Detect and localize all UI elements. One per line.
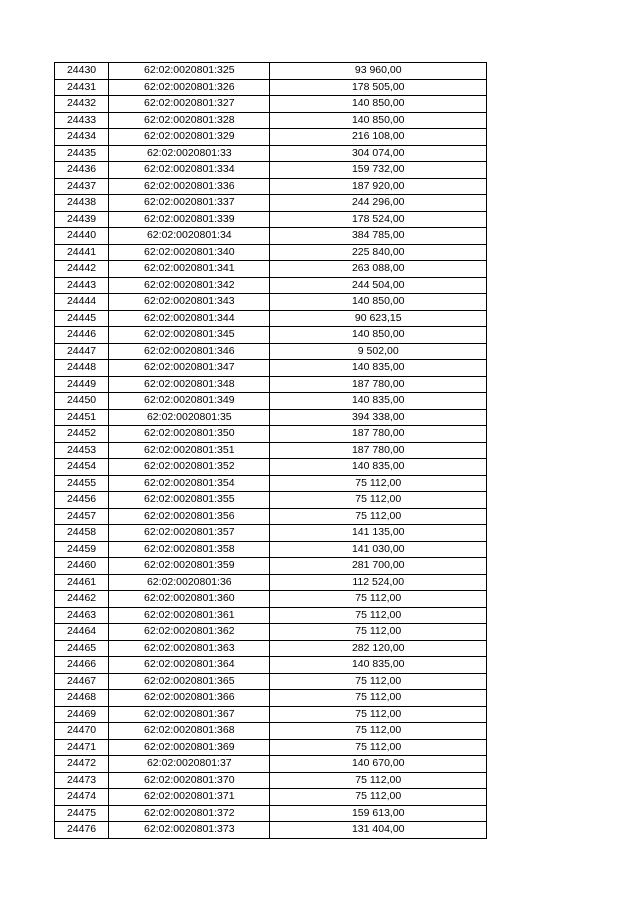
- row-number-cell: 24445: [55, 310, 109, 327]
- cadastral-number-cell: 62:02:0020801:329: [109, 129, 270, 146]
- cadastral-value-cell: 281 700,00: [270, 558, 487, 575]
- table-row: [55, 195, 487, 212]
- row-number-cell: 24474: [55, 789, 109, 806]
- cadastral-number-cell: 62:02:0020801:371: [109, 789, 270, 806]
- cadastral-number-cell: 62:02:0020801:343: [109, 294, 270, 311]
- row-number-cell: 24468: [55, 690, 109, 707]
- table-row: [55, 640, 487, 657]
- cadastral-value-cell: 75 112,00: [270, 475, 487, 492]
- row-number-cell: 24476: [55, 822, 109, 839]
- cadastral-value-cell: 140 850,00: [270, 112, 487, 129]
- row-number-cell: 24435: [55, 145, 109, 162]
- table-row: [55, 261, 487, 278]
- row-number-cell: 24460: [55, 558, 109, 575]
- cadastral-value-cell: 75 112,00: [270, 706, 487, 723]
- table-row: [55, 442, 487, 459]
- cadastral-value-cell: 75 112,00: [270, 772, 487, 789]
- row-number-cell: 24475: [55, 805, 109, 822]
- table-row: [55, 591, 487, 608]
- row-number-cell: 24469: [55, 706, 109, 723]
- table-row: [55, 789, 487, 806]
- cadastral-number-cell: 62:02:0020801:361: [109, 607, 270, 624]
- row-number-cell: 24459: [55, 541, 109, 558]
- row-number-cell: 24452: [55, 426, 109, 443]
- cadastral-value-cell: 159 613,00: [270, 805, 487, 822]
- row-number-cell: 24444: [55, 294, 109, 311]
- table-row: [55, 822, 487, 839]
- cadastral-value-cell: 141 030,00: [270, 541, 487, 558]
- table-row: [55, 63, 487, 80]
- cadastral-value-table: [54, 62, 487, 839]
- row-number-cell: 24439: [55, 211, 109, 228]
- row-number-cell: 24457: [55, 508, 109, 525]
- cadastral-value-cell: 75 112,00: [270, 723, 487, 740]
- table-row: [55, 673, 487, 690]
- cadastral-number-cell: 62:02:0020801:367: [109, 706, 270, 723]
- cadastral-number-cell: 62:02:0020801:33: [109, 145, 270, 162]
- table-row: [55, 343, 487, 360]
- table-row: [55, 376, 487, 393]
- cadastral-value-cell: 112 524,00: [270, 574, 487, 591]
- row-number-cell: 24461: [55, 574, 109, 591]
- cadastral-number-cell: 62:02:0020801:354: [109, 475, 270, 492]
- cadastral-number-cell: 62:02:0020801:336: [109, 178, 270, 195]
- cadastral-number-cell: 62:02:0020801:37: [109, 756, 270, 773]
- row-number-cell: 24455: [55, 475, 109, 492]
- cadastral-number-cell: 62:02:0020801:340: [109, 244, 270, 261]
- cadastral-number-cell: 62:02:0020801:325: [109, 63, 270, 80]
- table-row: [55, 310, 487, 327]
- table-row: [55, 409, 487, 426]
- table-row: [55, 426, 487, 443]
- cadastral-value-cell: 187 780,00: [270, 426, 487, 443]
- table-row: [55, 360, 487, 377]
- cadastral-value-cell: 75 112,00: [270, 789, 487, 806]
- cadastral-value-cell: 140 850,00: [270, 327, 487, 344]
- table-row: [55, 145, 487, 162]
- cadastral-number-cell: 62:02:0020801:346: [109, 343, 270, 360]
- table-row: [55, 475, 487, 492]
- cadastral-number-cell: 62:02:0020801:356: [109, 508, 270, 525]
- row-number-cell: 24448: [55, 360, 109, 377]
- cadastral-value-cell: 140 835,00: [270, 657, 487, 674]
- table-row: [55, 690, 487, 707]
- row-number-cell: 24450: [55, 393, 109, 410]
- cadastral-value-cell: 9 502,00: [270, 343, 487, 360]
- cadastral-number-cell: 62:02:0020801:370: [109, 772, 270, 789]
- row-number-cell: 24432: [55, 96, 109, 113]
- cadastral-value-cell: 304 074,00: [270, 145, 487, 162]
- table-row: [55, 79, 487, 96]
- row-number-cell: 24456: [55, 492, 109, 509]
- cadastral-value-cell: 140 835,00: [270, 459, 487, 476]
- cadastral-number-cell: 62:02:0020801:360: [109, 591, 270, 608]
- cadastral-value-cell: 140 835,00: [270, 360, 487, 377]
- cadastral-value-cell: 75 112,00: [270, 508, 487, 525]
- cadastral-number-cell: 62:02:0020801:362: [109, 624, 270, 641]
- table-row: [55, 162, 487, 179]
- cadastral-value-cell: 384 785,00: [270, 228, 487, 245]
- cadastral-number-cell: 62:02:0020801:344: [109, 310, 270, 327]
- cadastral-value-cell: 187 920,00: [270, 178, 487, 195]
- cadastral-number-cell: 62:02:0020801:345: [109, 327, 270, 344]
- table-row: [55, 541, 487, 558]
- cadastral-number-cell: 62:02:0020801:341: [109, 261, 270, 278]
- table-row: [55, 244, 487, 261]
- row-number-cell: 24470: [55, 723, 109, 740]
- table-body: [55, 63, 487, 839]
- cadastral-value-cell: 244 296,00: [270, 195, 487, 212]
- cadastral-number-cell: 62:02:0020801:35: [109, 409, 270, 426]
- cadastral-value-cell: 140 850,00: [270, 96, 487, 113]
- row-number-cell: 24467: [55, 673, 109, 690]
- row-number-cell: 24463: [55, 607, 109, 624]
- row-number-cell: 24466: [55, 657, 109, 674]
- cadastral-number-cell: 62:02:0020801:327: [109, 96, 270, 113]
- row-number-cell: 24472: [55, 756, 109, 773]
- cadastral-number-cell: 62:02:0020801:347: [109, 360, 270, 377]
- cadastral-number-cell: 62:02:0020801:328: [109, 112, 270, 129]
- table-row: [55, 393, 487, 410]
- row-number-cell: 24430: [55, 63, 109, 80]
- row-number-cell: 24436: [55, 162, 109, 179]
- cadastral-number-cell: 62:02:0020801:36: [109, 574, 270, 591]
- table-row: [55, 772, 487, 789]
- table-row: [55, 211, 487, 228]
- row-number-cell: 24443: [55, 277, 109, 294]
- cadastral-number-cell: 62:02:0020801:342: [109, 277, 270, 294]
- cadastral-number-cell: 62:02:0020801:368: [109, 723, 270, 740]
- cadastral-number-cell: 62:02:0020801:364: [109, 657, 270, 674]
- cadastral-value-cell: 140 670,00: [270, 756, 487, 773]
- table-row: [55, 574, 487, 591]
- row-number-cell: 24431: [55, 79, 109, 96]
- row-number-cell: 24465: [55, 640, 109, 657]
- cadastral-number-cell: 62:02:0020801:373: [109, 822, 270, 839]
- table-row: [55, 723, 487, 740]
- cadastral-number-cell: 62:02:0020801:350: [109, 426, 270, 443]
- cadastral-number-cell: 62:02:0020801:348: [109, 376, 270, 393]
- cadastral-value-cell: 75 112,00: [270, 690, 487, 707]
- cadastral-number-cell: 62:02:0020801:34: [109, 228, 270, 245]
- cadastral-number-cell: 62:02:0020801:326: [109, 79, 270, 96]
- table-row: [55, 805, 487, 822]
- table-row: [55, 327, 487, 344]
- cadastral-number-cell: 62:02:0020801:357: [109, 525, 270, 542]
- cadastral-value-cell: 225 840,00: [270, 244, 487, 261]
- table-row: [55, 129, 487, 146]
- table-row: [55, 756, 487, 773]
- cadastral-value-cell: 75 112,00: [270, 739, 487, 756]
- row-number-cell: 24442: [55, 261, 109, 278]
- row-number-cell: 24473: [55, 772, 109, 789]
- table-row: [55, 706, 487, 723]
- cadastral-value-cell: 159 732,00: [270, 162, 487, 179]
- row-number-cell: 24447: [55, 343, 109, 360]
- table-row: [55, 525, 487, 542]
- table-row: [55, 558, 487, 575]
- cadastral-number-cell: 62:02:0020801:369: [109, 739, 270, 756]
- cadastral-number-cell: 62:02:0020801:359: [109, 558, 270, 575]
- cadastral-value-cell: 140 850,00: [270, 294, 487, 311]
- cadastral-number-cell: 62:02:0020801:337: [109, 195, 270, 212]
- row-number-cell: 24441: [55, 244, 109, 261]
- table-row: [55, 607, 487, 624]
- cadastral-value-cell: 187 780,00: [270, 442, 487, 459]
- cadastral-value-cell: 93 960,00: [270, 63, 487, 80]
- cadastral-value-cell: 178 505,00: [270, 79, 487, 96]
- table-row: [55, 178, 487, 195]
- cadastral-value-cell: 75 112,00: [270, 673, 487, 690]
- cadastral-number-cell: 62:02:0020801:352: [109, 459, 270, 476]
- cadastral-value-cell: 131 404,00: [270, 822, 487, 839]
- cadastral-number-cell: 62:02:0020801:372: [109, 805, 270, 822]
- table-row: [55, 508, 487, 525]
- cadastral-number-cell: 62:02:0020801:366: [109, 690, 270, 707]
- row-number-cell: 24453: [55, 442, 109, 459]
- row-number-cell: 24462: [55, 591, 109, 608]
- cadastral-value-cell: 141 135,00: [270, 525, 487, 542]
- cadastral-value-cell: 75 112,00: [270, 607, 487, 624]
- table-row: [55, 624, 487, 641]
- cadastral-value-cell: 394 338,00: [270, 409, 487, 426]
- cadastral-number-cell: 62:02:0020801:334: [109, 162, 270, 179]
- table-row: [55, 294, 487, 311]
- cadastral-number-cell: 62:02:0020801:339: [109, 211, 270, 228]
- table-row: [55, 657, 487, 674]
- table-row: [55, 96, 487, 113]
- cadastral-number-cell: 62:02:0020801:351: [109, 442, 270, 459]
- cadastral-value-cell: 282 120,00: [270, 640, 487, 657]
- table-row: [55, 739, 487, 756]
- cadastral-value-cell: 75 112,00: [270, 591, 487, 608]
- row-number-cell: 24464: [55, 624, 109, 641]
- cadastral-number-cell: 62:02:0020801:365: [109, 673, 270, 690]
- cadastral-value-cell: 75 112,00: [270, 624, 487, 641]
- row-number-cell: 24446: [55, 327, 109, 344]
- cadastral-value-cell: 178 524,00: [270, 211, 487, 228]
- cadastral-value-cell: 263 088,00: [270, 261, 487, 278]
- row-number-cell: 24451: [55, 409, 109, 426]
- table-row: [55, 459, 487, 476]
- table-row: [55, 277, 487, 294]
- cadastral-value-cell: 90 623,15: [270, 310, 487, 327]
- table-row: [55, 228, 487, 245]
- row-number-cell: 24434: [55, 129, 109, 146]
- row-number-cell: 24438: [55, 195, 109, 212]
- row-number-cell: 24433: [55, 112, 109, 129]
- row-number-cell: 24458: [55, 525, 109, 542]
- row-number-cell: 24471: [55, 739, 109, 756]
- row-number-cell: 24440: [55, 228, 109, 245]
- cadastral-value-cell: 187 780,00: [270, 376, 487, 393]
- cadastral-number-cell: 62:02:0020801:349: [109, 393, 270, 410]
- cadastral-value-cell: 244 504,00: [270, 277, 487, 294]
- row-number-cell: 24449: [55, 376, 109, 393]
- table-row: [55, 492, 487, 509]
- cadastral-number-cell: 62:02:0020801:355: [109, 492, 270, 509]
- row-number-cell: 24437: [55, 178, 109, 195]
- cadastral-value-cell: 75 112,00: [270, 492, 487, 509]
- cadastral-value-cell: 216 108,00: [270, 129, 487, 146]
- table-row: [55, 112, 487, 129]
- cadastral-number-cell: 62:02:0020801:358: [109, 541, 270, 558]
- cadastral-number-cell: 62:02:0020801:363: [109, 640, 270, 657]
- row-number-cell: 24454: [55, 459, 109, 476]
- cadastral-value-cell: 140 835,00: [270, 393, 487, 410]
